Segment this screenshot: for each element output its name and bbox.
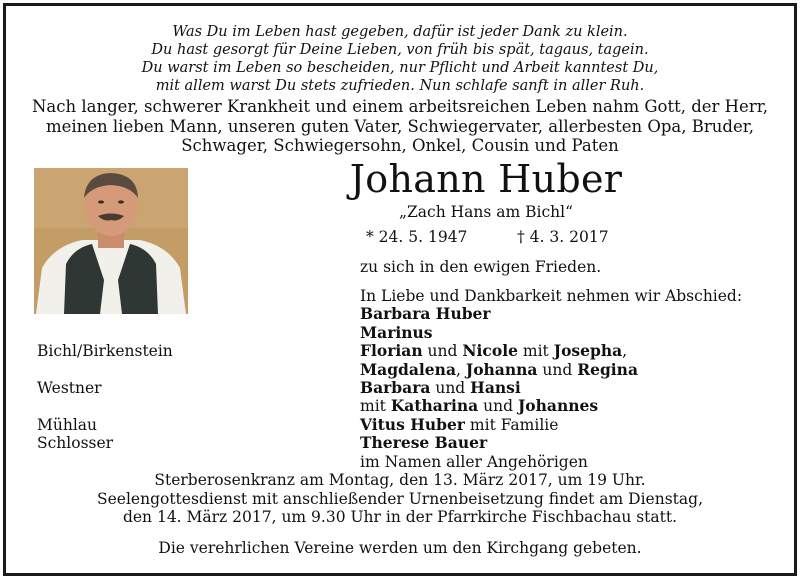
footer-line: Seelengottesdienst mit anschließender Urnenbeisetzung findet am Dienstag, xyxy=(97,489,703,508)
poem-line: mit allem warst Du stets zufrieden. Nun schlafe sanft in aller Ruh. xyxy=(155,78,645,94)
farewell-line: In Liebe und Dankbarkeit nehmen wir Abschied: xyxy=(360,287,743,305)
place-spacer xyxy=(37,397,173,415)
mourners-column xyxy=(360,287,742,471)
deceased-nickname: „Zach Hans am Bichl“ xyxy=(398,203,573,221)
place-spacer xyxy=(37,305,173,323)
peace-line: zu sich in den ewigen Frieden. xyxy=(360,258,602,276)
mourner-line: Therese Bauer xyxy=(360,433,488,453)
birth-date: * 24. 5. 1947 xyxy=(366,228,468,246)
place-spacer xyxy=(37,361,173,379)
announcement-intro xyxy=(6,97,794,156)
place-spacer xyxy=(37,324,173,342)
place-label: Westner xyxy=(37,378,102,397)
place-spacer xyxy=(37,287,173,305)
mourner-line: mit Katharina und Johannes xyxy=(360,396,599,416)
mourner-line: Vitus Huber mit Familie xyxy=(360,414,559,434)
mourner-line: Barbara und Hansi xyxy=(360,377,521,397)
place-label: Schlosser xyxy=(37,434,114,453)
place-label: Mühlau xyxy=(37,415,98,434)
death-date: † 4. 3. 2017 xyxy=(517,228,609,246)
mourner-line: im Namen aller Angehörigen xyxy=(360,452,588,471)
mourner-line: Barbara Huber xyxy=(360,304,491,324)
place-label: Bichl/Birkenstein xyxy=(37,342,173,361)
memorial-poem xyxy=(6,23,794,95)
mourner-line: Magdalena, Johanna und Regina xyxy=(360,359,638,379)
mourner-line: Florian und Nicole mit Josepha, xyxy=(360,341,628,361)
deceased-name: Johann Huber xyxy=(349,157,623,201)
mourner-line: Marinus xyxy=(360,322,433,342)
places-column xyxy=(37,287,173,453)
poem-line: Du hast gesorgt für Deine Lieben, von früh bis spät, tagaus, tagein. xyxy=(151,42,649,58)
poem-line: Du warst im Leben so bescheiden, nur Pflicht und Arbeit kanntest Du, xyxy=(141,60,659,76)
obituary-card xyxy=(3,3,797,576)
intro-line: Nach langer, schwerer Krankheit und einem arbeitsreichen Leben nahm Gott, der Herr, xyxy=(31,97,769,116)
intro-line: Schwager, Schwiegersohn, Onkel, Cousin und Paten xyxy=(181,136,619,155)
service-details xyxy=(6,471,794,527)
poem-line: Was Du im Leben hast gegeben, dafür ist jeder Dank zu klein. xyxy=(172,24,628,40)
footer-line: den 14. März 2017, um 9.30 Uhr in der Pfarrkirche Fischbachau statt. xyxy=(122,508,678,526)
footer-line: Sterberosenkranz am Montag, den 13. März 2017, um 19 Uhr. xyxy=(154,471,646,489)
intro-line: meinen lieben Mann, unseren guten Vater, Schwiegervater, allerbesten Opa, Bruder, xyxy=(45,116,755,136)
closing-note: Die verehrlichen Vereine werden um den Kirchgang gebeten. xyxy=(158,539,642,557)
